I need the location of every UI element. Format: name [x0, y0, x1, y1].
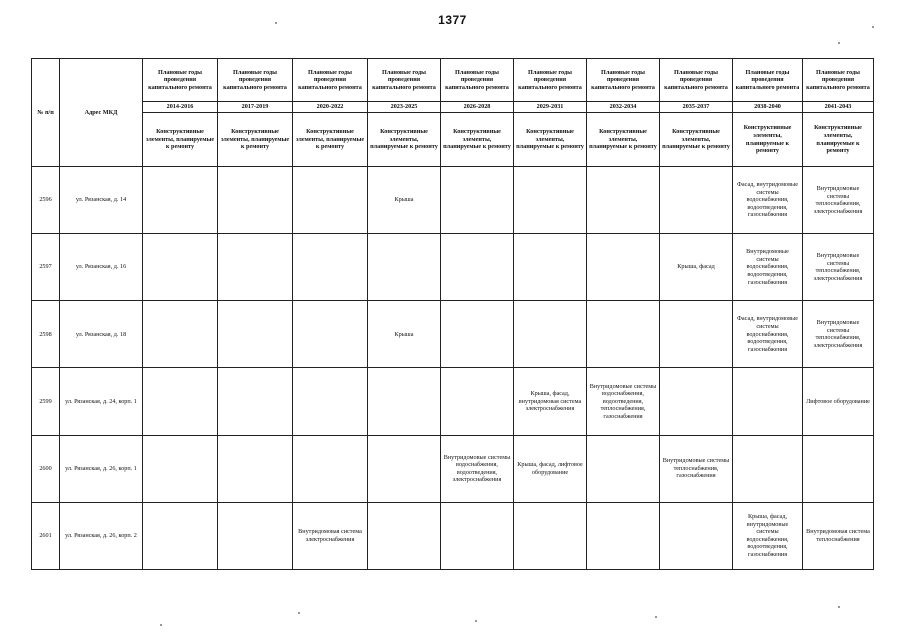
- planned-work-cell: [587, 234, 660, 301]
- elements-header: Конструктивные элементы, планируемые к ремонту: [587, 113, 660, 167]
- planned-work-cell: [660, 502, 733, 569]
- plan-years-header: Плановые годы проведения капитального ремонта: [660, 59, 733, 102]
- planned-work-cell: [143, 301, 218, 368]
- scan-speck: [298, 612, 300, 614]
- planned-work-cell: Крыша, фасад: [660, 234, 733, 301]
- planned-work-cell: [218, 301, 293, 368]
- scan-speck: [872, 26, 874, 28]
- planned-work-cell: [660, 368, 733, 435]
- planned-work-cell: [143, 167, 218, 234]
- planned-work-cell: [218, 167, 293, 234]
- planned-work-cell: [218, 502, 293, 569]
- planned-work-cell: Крыша, фасад, внутридомовые системы водоснабжения, водоотведения, газоснабжения: [733, 502, 803, 569]
- plan-years-header: Плановые годы проведения капитального ремонта: [803, 59, 874, 102]
- plan-years-header: Плановые годы проведения капитального ремонта: [441, 59, 514, 102]
- planned-work-cell: Крыша, фасад, внутридомовая система электроснабжения: [514, 368, 587, 435]
- scan-speck: [160, 624, 162, 626]
- planned-work-cell: Внутридомовая система электроснабжения: [293, 502, 368, 569]
- rownum-column-header: № п/п: [32, 59, 60, 167]
- address-cell: ул. Рязанская, д. 24, корп. 1: [60, 368, 143, 435]
- planned-work-cell: Внутридомовые системы теплоснабжения, газоснабжения: [660, 435, 733, 502]
- elements-header: Конструктивные элементы, планируемые к ремонту: [660, 113, 733, 167]
- plan-years-header: Плановые годы проведения капитального ремонта: [587, 59, 660, 102]
- planned-work-cell: [218, 234, 293, 301]
- row-number: 2597: [32, 234, 60, 301]
- planned-work-cell: [441, 234, 514, 301]
- table-row: [32, 234, 874, 301]
- planned-work-cell: [293, 368, 368, 435]
- planned-work-cell: Внутридомовые системы водоснабжения, водоотведения, газоснабжения: [733, 234, 803, 301]
- planned-work-cell: [587, 502, 660, 569]
- address-cell: ул. Рязанская, д. 26, корп. 1: [60, 435, 143, 502]
- elements-header: Конструктивные элементы, планируемые к ремонту: [514, 113, 587, 167]
- plan-years-header: Плановые годы проведения капитального ремонта: [293, 59, 368, 102]
- table-row: [32, 502, 874, 569]
- planned-work-cell: [218, 368, 293, 435]
- planned-work-cell: Внутридомовые системы теплоснабжения, электроснабжения: [803, 301, 874, 368]
- elements-header: Конструктивные элементы, планируемые к ремонту: [143, 113, 218, 167]
- period-header: 2038-2040: [733, 102, 803, 113]
- period-header: 2014-2016: [143, 102, 218, 113]
- planned-work-cell: [368, 502, 441, 569]
- planned-work-cell: Внутридомовые системы теплоснабжения, электроснабжения: [803, 167, 874, 234]
- planned-work-cell: [143, 502, 218, 569]
- planned-work-cell: [514, 234, 587, 301]
- planned-work-cell: [293, 167, 368, 234]
- planned-work-cell: [143, 435, 218, 502]
- table-row: [32, 167, 874, 234]
- elements-header: Конструктивные элементы, планируемые к ремонту: [733, 113, 803, 167]
- elements-header: Конструктивные элементы, планируемые к ремонту: [218, 113, 293, 167]
- planned-work-cell: [803, 435, 874, 502]
- period-header: 2029-2031: [514, 102, 587, 113]
- table-row: [32, 301, 874, 368]
- elements-header: Конструктивные элементы, планируемые к ремонту: [441, 113, 514, 167]
- planned-work-cell: [514, 167, 587, 234]
- planned-work-cell: [441, 368, 514, 435]
- table-row: [32, 368, 874, 435]
- row-number: 2598: [32, 301, 60, 368]
- scan-speck: [838, 606, 840, 608]
- planned-work-cell: [293, 234, 368, 301]
- address-cell: ул. Рязанская, д. 16: [60, 234, 143, 301]
- planned-work-cell: [660, 167, 733, 234]
- period-header: 2041-2043: [803, 102, 874, 113]
- planned-work-cell: Внутридомовая система теплоснабжения: [803, 502, 874, 569]
- elements-header: Конструктивные элементы, планируемые к ремонту: [803, 113, 874, 167]
- planned-work-cell: [441, 502, 514, 569]
- period-header: 2032-2034: [587, 102, 660, 113]
- planned-work-cell: Внутридомовые системы водоснабжения, водоотведения, теплоснабжения, газоснабжения: [587, 368, 660, 435]
- scan-speck: [275, 22, 277, 24]
- elements-header: Конструктивные элементы, планируемые к ремонту: [368, 113, 441, 167]
- planned-work-cell: Фасад, внутридомовые системы водоснабжения, водоотведения, газоснабжения: [733, 167, 803, 234]
- address-cell: ул. Рязанская, д. 14: [60, 167, 143, 234]
- scan-speck: [838, 42, 840, 44]
- planned-work-cell: [733, 435, 803, 502]
- planned-work-cell: [733, 368, 803, 435]
- header-row-periods: [32, 102, 874, 113]
- row-number: 2600: [32, 435, 60, 502]
- planned-work-cell: [368, 234, 441, 301]
- scan-speck: [475, 620, 477, 622]
- planned-work-cell: Крыша, фасад, лифтовое оборудование: [514, 435, 587, 502]
- planned-work-cell: [514, 301, 587, 368]
- row-number: 2601: [32, 502, 60, 569]
- plan-years-header: Плановые годы проведения капитального ремонта: [514, 59, 587, 102]
- planned-work-cell: [441, 167, 514, 234]
- period-header: 2026-2028: [441, 102, 514, 113]
- planned-work-cell: Крыша: [368, 301, 441, 368]
- planned-work-cell: [587, 167, 660, 234]
- address-column-header: Адрес МКД: [60, 59, 143, 167]
- planned-work-cell: Крыша: [368, 167, 441, 234]
- period-header: 2023-2025: [368, 102, 441, 113]
- plan-years-header: Плановые годы проведения капитального ремонта: [733, 59, 803, 102]
- planned-work-cell: [441, 301, 514, 368]
- plan-years-header: Плановые годы проведения капитального ремонта: [143, 59, 218, 102]
- period-header: 2035-2037: [660, 102, 733, 113]
- header-row-elements: [32, 113, 874, 167]
- planned-work-cell: [293, 435, 368, 502]
- row-number: 2599: [32, 368, 60, 435]
- planned-work-cell: [143, 234, 218, 301]
- planned-work-cell: [218, 435, 293, 502]
- planned-work-cell: [587, 435, 660, 502]
- planned-work-cell: Внутридомовые системы теплоснабжения, электроснабжения: [803, 234, 874, 301]
- plan-years-header: Плановые годы проведения капитального ремонта: [218, 59, 293, 102]
- planned-work-cell: [143, 368, 218, 435]
- plan-years-header: Плановые годы проведения капитального ремонта: [368, 59, 441, 102]
- planned-work-cell: [660, 301, 733, 368]
- period-header: 2020-2022: [293, 102, 368, 113]
- planned-work-cell: [293, 301, 368, 368]
- page-number: 1377: [438, 13, 467, 27]
- planned-work-cell: [368, 435, 441, 502]
- address-cell: ул. Рязанская, д. 18: [60, 301, 143, 368]
- row-number: 2596: [32, 167, 60, 234]
- scan-speck: [655, 616, 657, 618]
- header-row-plan: [32, 59, 874, 102]
- planned-work-cell: [587, 301, 660, 368]
- planned-work-cell: Внутридомовые системы водоснабжения, водоотведения, электроснабжения: [441, 435, 514, 502]
- address-cell: ул. Рязанская, д. 26, корп. 2: [60, 502, 143, 569]
- period-header: 2017-2019: [218, 102, 293, 113]
- planned-work-cell: Фасад, внутридомовые системы водоснабжения, водоотведения, газоснабжения: [733, 301, 803, 368]
- planned-work-cell: [514, 502, 587, 569]
- planned-work-cell: Лифтовое оборудование: [803, 368, 874, 435]
- capital-repair-plan-table: [31, 58, 874, 570]
- planned-work-cell: [368, 368, 441, 435]
- table-row: [32, 435, 874, 502]
- elements-header: Конструктивные элементы, планируемые к ремонту: [293, 113, 368, 167]
